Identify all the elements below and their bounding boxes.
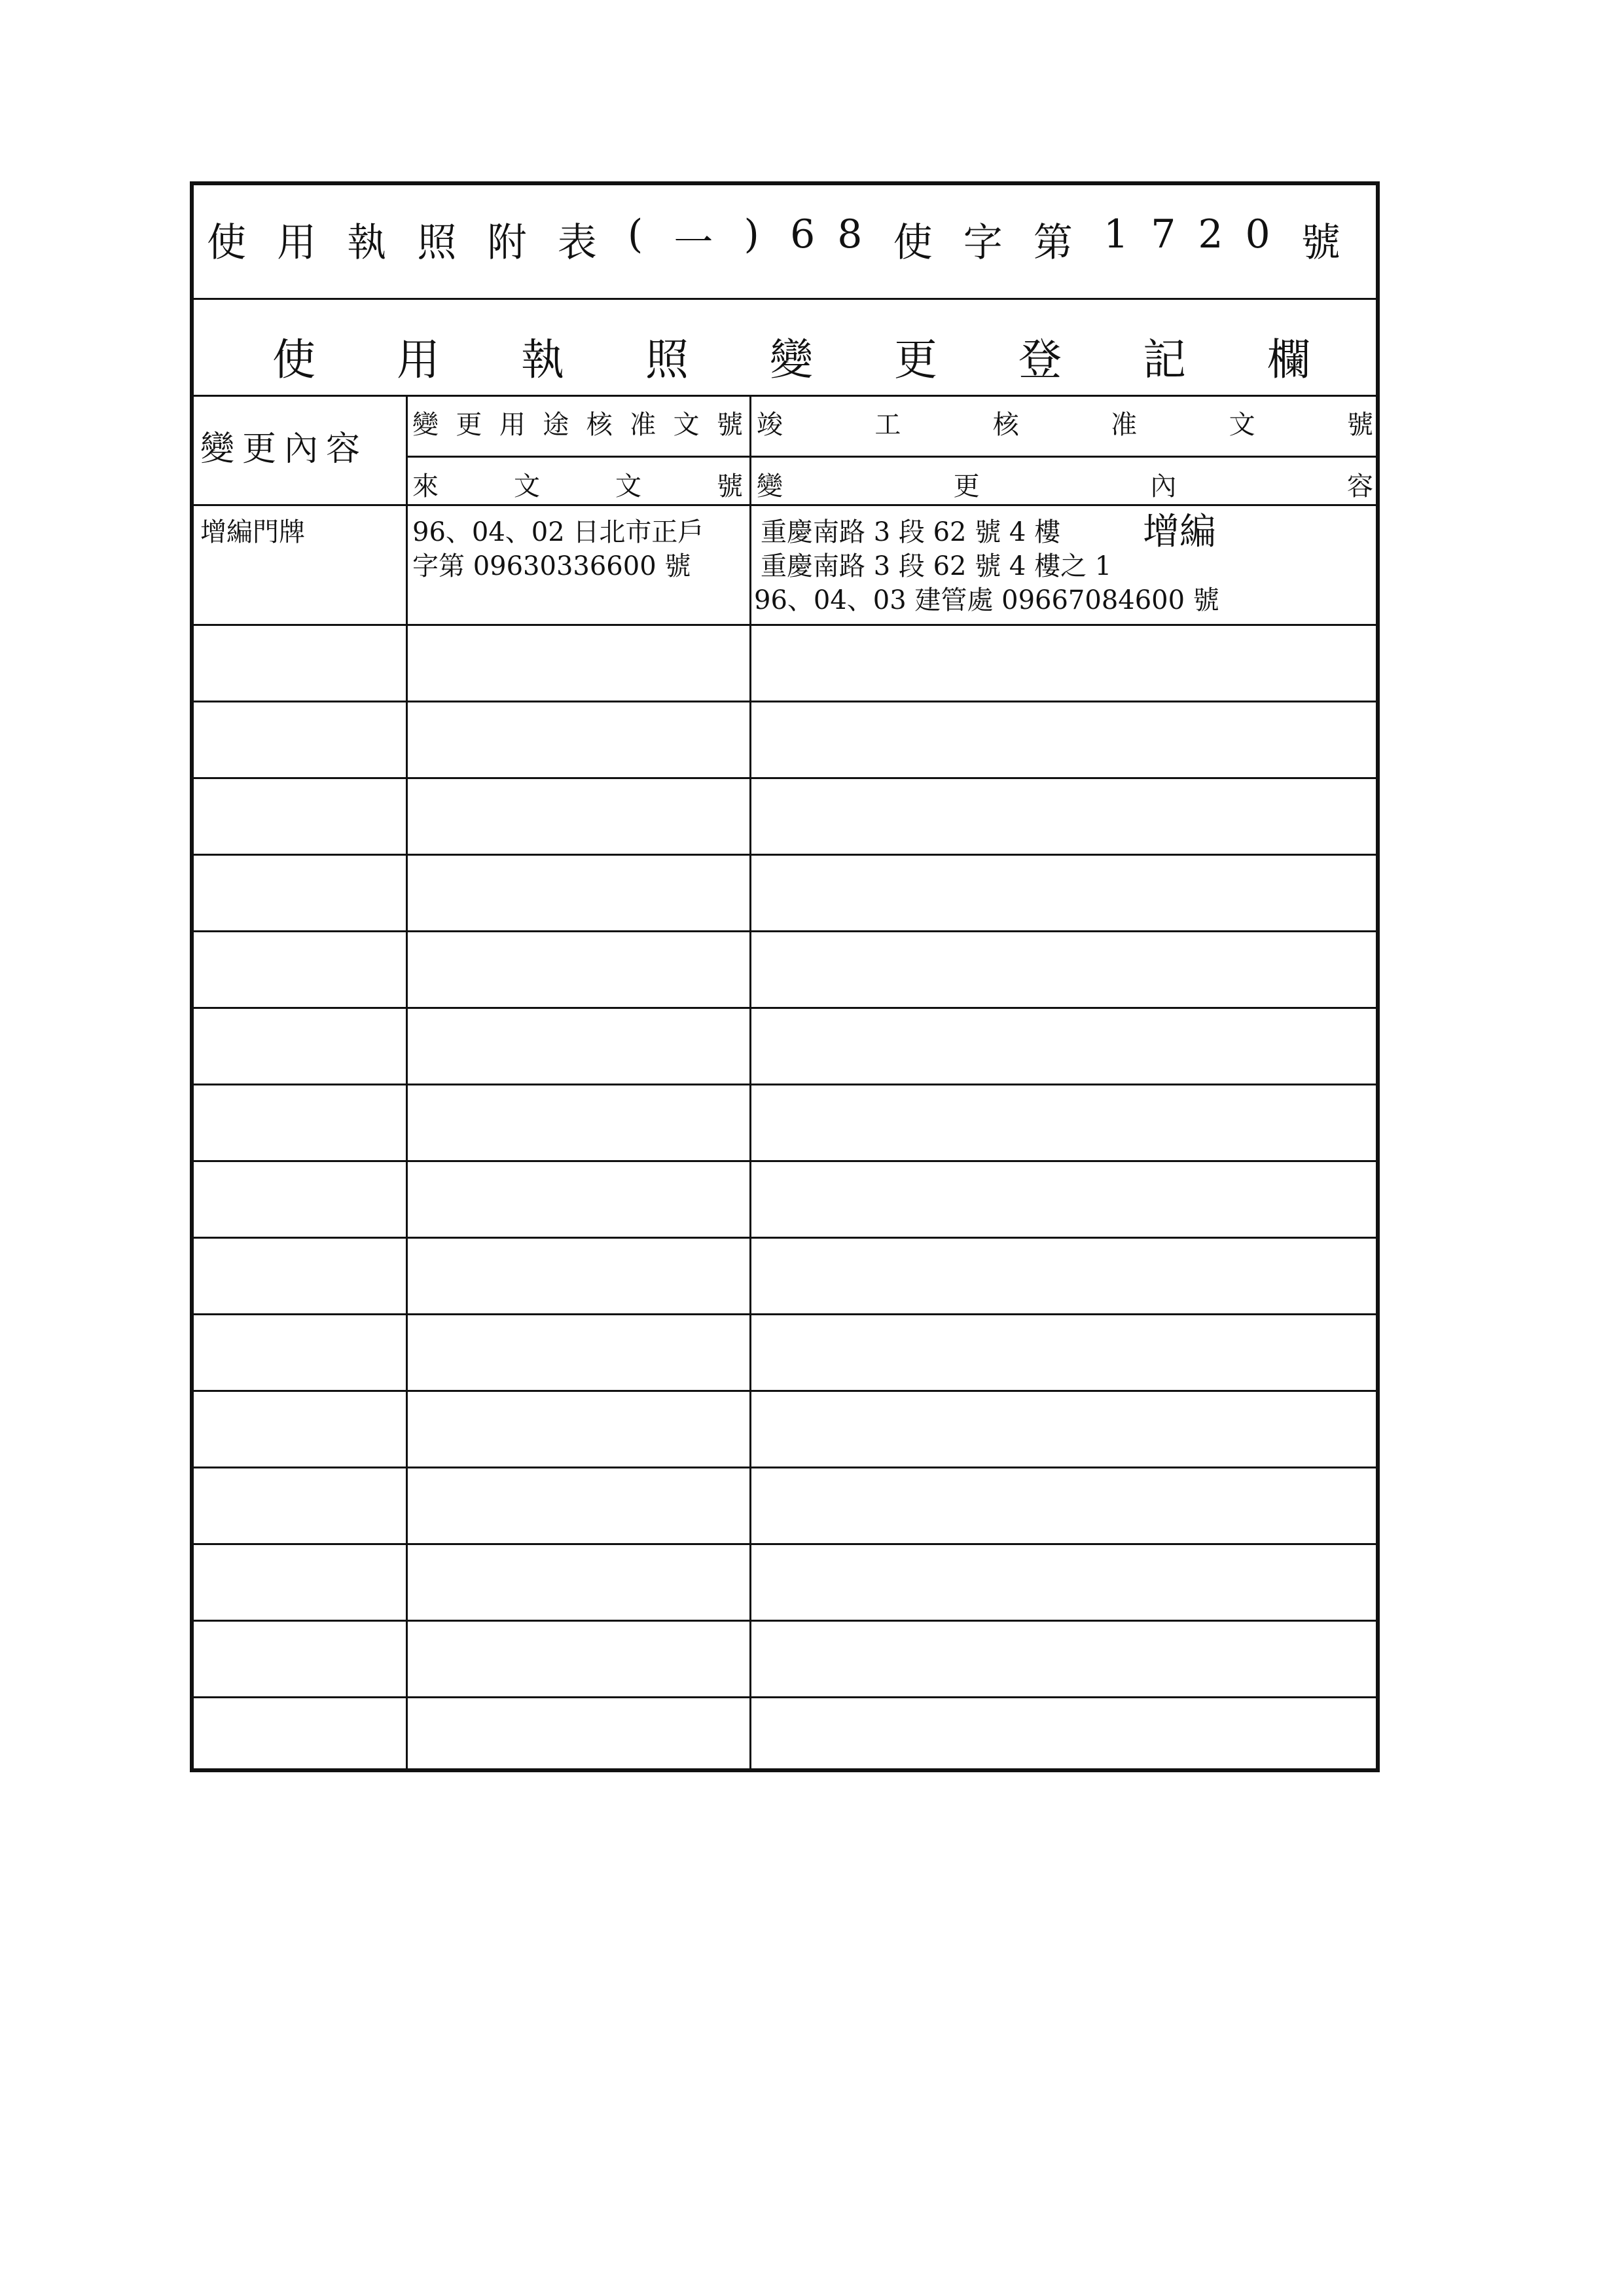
section-heading xyxy=(272,325,1310,387)
title-char: ) xyxy=(744,211,782,257)
title-char: 號 xyxy=(1301,220,1363,266)
row-divider xyxy=(194,701,1376,702)
row-divider xyxy=(194,1543,1376,1545)
license-number: 1720 xyxy=(1104,211,1293,257)
header-char: 途 xyxy=(543,410,569,440)
title-char: 使 xyxy=(893,220,955,266)
header-approval-no xyxy=(412,404,743,441)
entry-detail-line3: 96、04、03 建管處 09667084600 號 xyxy=(754,585,1219,615)
header-char: 用 xyxy=(499,410,526,440)
header-char: 文 xyxy=(673,410,700,440)
header-char: 核 xyxy=(992,410,1019,440)
row-divider xyxy=(194,1084,1376,1085)
header-char: 號 xyxy=(716,410,743,440)
header-change-detail xyxy=(757,465,1373,503)
entry-detail-line1: 重慶南路 3 段 62 號 4 樓 xyxy=(761,517,1061,547)
column-divider xyxy=(749,397,751,1768)
header-char: 更 xyxy=(456,410,482,440)
usage-license-attachment-form xyxy=(190,181,1380,1772)
column-divider xyxy=(406,397,408,1768)
title-char: 照 xyxy=(417,220,479,266)
title-char: 執 xyxy=(347,220,409,266)
handwritten-note: 增編 xyxy=(1143,511,1216,553)
header-char: 文 xyxy=(615,471,641,501)
row-divider xyxy=(194,1390,1376,1392)
title-char: 第 xyxy=(1033,220,1095,266)
header-char: 核 xyxy=(586,410,613,440)
heading-char: 使 xyxy=(272,335,315,385)
header-char: 變 xyxy=(757,471,783,501)
row-divider xyxy=(194,1467,1376,1468)
header-char: 變 xyxy=(412,410,439,440)
header-char: 容 xyxy=(1346,471,1373,501)
row-divider xyxy=(194,930,1376,932)
heading-char: 記 xyxy=(1143,335,1186,385)
header-char: 內 xyxy=(1150,471,1177,501)
entry-content: 增編門牌 xyxy=(200,517,305,547)
row-divider xyxy=(194,1007,1376,1009)
row-divider xyxy=(194,854,1376,856)
header-split-line xyxy=(406,456,1376,458)
row-divider xyxy=(194,1620,1376,1622)
section-heading-row xyxy=(194,300,1376,397)
form-title xyxy=(207,211,1363,268)
header-char: 准 xyxy=(1111,410,1138,440)
row-divider xyxy=(194,624,1376,626)
heading-char: 更 xyxy=(894,335,937,385)
row-divider xyxy=(194,1160,1376,1162)
header-char: 號 xyxy=(717,471,743,501)
header-incoming-doc-no xyxy=(412,465,743,503)
title-char: 字 xyxy=(963,220,1025,266)
title-char: 附 xyxy=(487,220,549,266)
header-char: 更 xyxy=(953,471,980,501)
row-divider xyxy=(194,1237,1376,1239)
title-char: ( xyxy=(627,211,666,257)
header-char: 准 xyxy=(630,410,656,440)
title-char: 用 xyxy=(277,220,339,266)
header-char: 文 xyxy=(1229,410,1255,440)
header-char: 文 xyxy=(514,471,540,501)
title-char: 一 xyxy=(674,220,736,266)
header-char: 來 xyxy=(412,471,439,501)
heading-char: 執 xyxy=(521,335,564,385)
header-change-content: 變更內容 xyxy=(200,429,369,469)
header-char: 號 xyxy=(1346,410,1373,440)
row-divider xyxy=(194,777,1376,779)
entry-doc-line2: 字第 09630336600 號 xyxy=(412,551,691,581)
entry-doc-line1: 96、04、02 日北市正戶 xyxy=(412,517,704,547)
heading-char: 照 xyxy=(645,335,689,385)
row-divider xyxy=(194,1696,1376,1698)
license-year: 68 xyxy=(790,211,885,257)
header-completion-approval-no xyxy=(757,404,1373,441)
heading-char: 用 xyxy=(397,335,440,385)
heading-char: 欄 xyxy=(1267,335,1310,385)
heading-char: 登 xyxy=(1018,335,1062,385)
title-char: 使 xyxy=(207,220,268,266)
form-title-row xyxy=(194,185,1376,300)
entry-detail-line2: 重慶南路 3 段 62 號 4 樓之 1 xyxy=(761,551,1112,581)
row-divider xyxy=(194,1313,1376,1315)
heading-char: 變 xyxy=(770,335,813,385)
header-char: 工 xyxy=(874,410,901,440)
title-char: 表 xyxy=(557,220,619,266)
header-char: 竣 xyxy=(757,410,783,440)
